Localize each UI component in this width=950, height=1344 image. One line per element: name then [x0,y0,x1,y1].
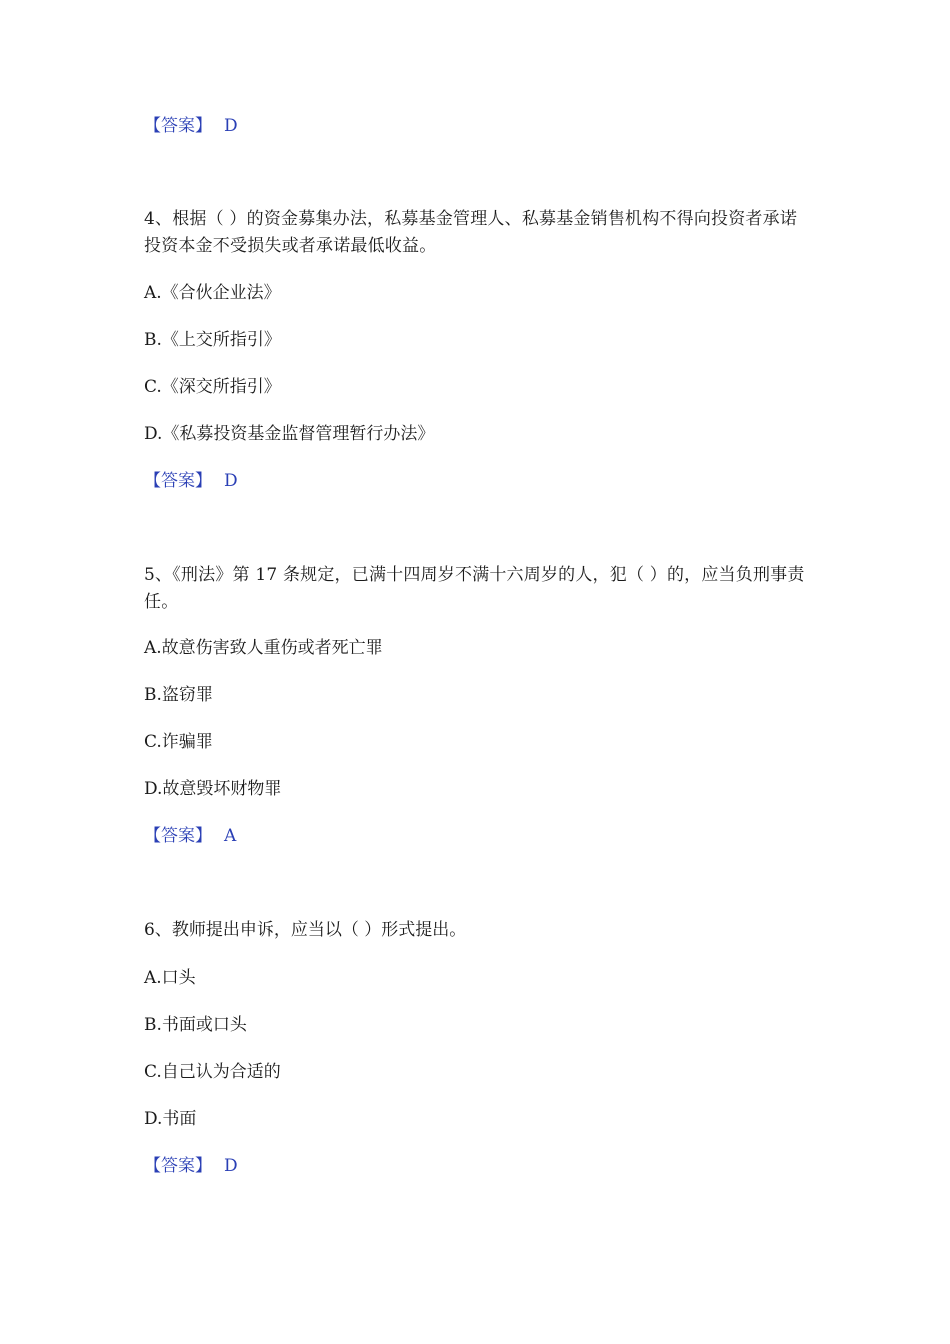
answer-label: 【答案】 [144,1156,212,1176]
answer-line [144,469,238,493]
question-stem: 5、《刑法》第 17 条规定，已满十四周岁不满十六周岁的人，犯（ ）的，应当负刑事责任。 [144,565,805,612]
option-c: C.自己认为合适的 [144,1062,281,1082]
answer-label: 【答案】 [144,116,212,136]
option-a: A.口头 [144,968,196,988]
question-stem: 4、根据（ ）的资金募集办法，私募基金管理人、私募基金销售机构不得向投资者承诺投资本金不受损失或者承诺最低收益。 [144,209,798,256]
option-d: D.《私募投资基金监督管理暂行办法》 [144,424,435,444]
option-c: C.《深交所指引》 [144,377,281,397]
question-stem: 6、教师提出申诉，应当以（ ）形式提出。 [144,920,467,940]
option-c: C.诈骗罪 [144,732,213,752]
option-b: B.《上交所指引》 [144,330,281,350]
option-a: A.《合伙企业法》 [144,283,281,303]
answer-line [144,1154,238,1178]
option-b: B.盗窃罪 [144,685,213,705]
answer-value: A [224,826,237,846]
answer-value: D [224,116,238,136]
option-a: A.故意伤害致人重伤或者死亡罪 [144,638,383,658]
answer-label: 【答案】 [144,471,212,491]
answer-line [144,114,238,138]
option-b: B.书面或口头 [144,1015,247,1035]
option-d: D.书面 [144,1109,197,1129]
answer-value: D [224,471,238,491]
option-d: D.故意毁坏财物罪 [144,779,282,799]
answer-line [144,824,236,848]
answer-label: 【答案】 [144,826,212,846]
answer-value: D [224,1156,238,1176]
